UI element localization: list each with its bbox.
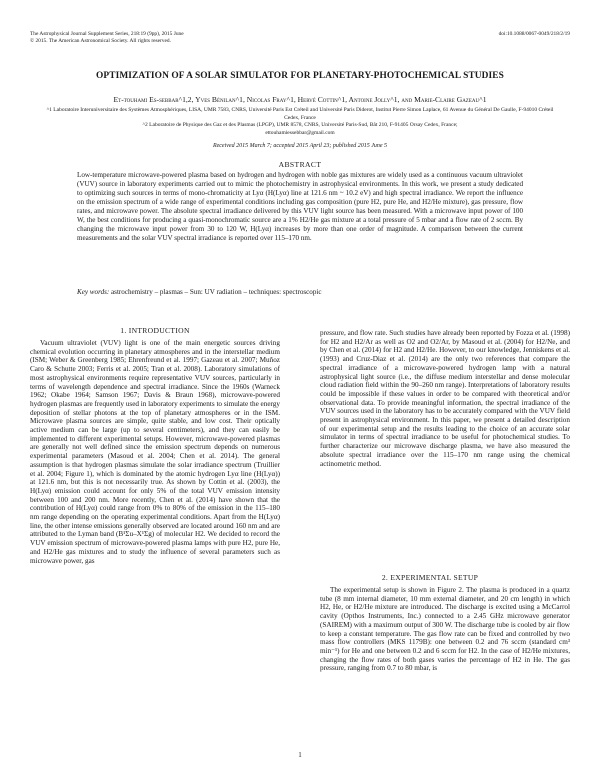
introduction-continued-text: pressure, and flow rate. Such studies have already been reported by Fozza et al. (1998) for H2 and H2/Ar as well as O2 and O2/Ar, by Masoud et al. (2004) for H2/Ne, and by Chen et al. (2014) for H2 and H2/He. However, to our knowledge, Jenniskens et al. (1993) and Cruz-Diaz et al. (2014) are the only two references that compare the spectral irradiance of a microwave-powered hydrogen lamp with a natural astrophysical light source (i.e., the diffuse medium interstellar and dense molecular cloud radiation field within the 90–260 nm range). Interpretations of laboratory results could be impossible if these values in order to be compared with theoretical and/or observational data. To provide meaningful information, the spectral irradiance of the VUV sources used in the laboratory has to be accurately compared with the VUV field present in astrophysical environment. In this paper, we present a detailed description of our experimental setup and the results leading to the choice of an accurate solar simulator in terms of spectral irradiance to be useful for photochemical studies. To further characterize our microwave discharge plasma, we have also measured the absolute spectral irradiance over the 115–170 nm range using the chemical actinometric method. bbox=[320, 329, 570, 468]
doi[interactable]: doi:10.1088/0067-0049/218/2/19 bbox=[498, 31, 570, 37]
author-list: Et-touhami Es-sebbar^1,2, Yves Bénilan^1, Nicolas Fray^1, Hervé Cottin^1, Antoine Jolly^1, and Marie-Claire Gazeau^1 bbox=[113, 95, 487, 104]
copyright-notice: © 2015. The American Astronomical Society. All rights reserved. bbox=[30, 38, 171, 44]
introduction-text: Vacuum ultraviolet (VUV) light is one of the main energetic sources driving chemical evolution occurring in planetary atmospheres and in the interstellar medium (ISM; Weber & Greenberg 1985; Ehrenfreund et al. 1997; Gazeau et al. 2007; Muñoz Caro & Schutte 2003; Ferris et al. 2005; Tran et al. 2008). Laboratory simulations of most astrophysical environments require representative VUV sources, particularly in terms of wavelength dependence and spectral irradiance. Since the 1960s (Warneck 1962; Okabe 1964; Samson 1967; Davis & Braun 1968), microwave-powered hydrogen plasmas are frequently used in laboratory experiments to simulate the energy deposition of stellar photons at the top of planetary atmospheres or in the ISM. Microwave plasma sources are simple, quite stable, and low cost. Their optically active medium can be large (up to several centimeters), and they can easily be implemented to different experimental setups. However, microwave-powered plasmas are generally not well defined since the emission spectrum depends on numerous experimental parameters (Masoud et al. 2004; Chen et al. 2014). The general assumption is that hydrogen plasmas simulate the solar irradiance spectrum (Truillier et al. 2004; Figure 1), which is dominated by the atomic hydrogen Lyα line (H(Lyα)) at 121.6 nm, but this is not necessarily true. As shown by Cottin et al. (2003), the H(Lyα) emission could account for only 5% of the total VUV emission intensity between 100 and 200 nm. More recently, Chen et al. (2014) have shown that the contribution of H(Lyα) could range from 0% to 80% of the emission in the 115–180 nm range depending on the operating experimental conditions. Apart from the H(Lyα) line, the other intense emissions generally observed are located around 160 nm and are attributed to the Lyman band (B¹Σu–X¹Σg) of molecular H2. We decided to record the VUV emission spectrum of microwave-powered plasma lamps with pure H2, pure He, and H2/He gas mixtures and to study the influence of several parameters such as microwave power, gas bbox=[30, 339, 280, 565]
affiliation-2: ^2 Laboratoire de Physique des Gaz et des Plasmas (LPGP), UMR 8578, CNRS, Université Paris-Sud, Bât 210, F-91405 Orsay Cedex, France; bbox=[142, 122, 458, 129]
affiliations bbox=[40, 107, 560, 138]
abstract-text: Low-temperature microwave-powered plasma based on hydrogen and hydrogen with noble gas mixtures are widely used as a continuous vacuum ultraviolet (VUV) source in laboratory experiments carried out to mimic the photochemistry in astrophysical environments. In this work, we present a study dedicated to optimizing such sources in terms of mono-chromaticity at Lyα (H(Lyα) line at 121.6 nm ~ 10.2 eV) and high spectral irradiance. We report the influence on the emission spectrum of a wide range of experimental conditions including gas composition (pure H2, pure He, and H2/He mixture), gas pressure, flow rates, and microwave power. The absolute spectral irradiance delivered by this VUV light source has been measured. With a microwave input power of 100 W, the best conditions for producing a quasi-monochromatic source are a 1% H2/He gas mixture at a total pressure of 5 mbar and a flow rate of 2 sccm. By changing the microwave input power from 30 to 120 W, H(Lyα) increases by more than one order of magnitude. A comparison between the current measurements and the solar VUV spectral irradiance is reported over 115–170 nm. bbox=[77, 171, 523, 242]
publication-dates: Received 2015 March 7; accepted 2015 April 23; published 2015 June 5 bbox=[212, 143, 388, 149]
experimental-setup-text: The experimental setup is shown in Figure 2. The plasma is produced in a quartz tube (8 mm internal diameter, 10 mm external diameter, and 20 cm length) in which H2, He, or H2/He mixture are introduced. The discharge is excited using a McCarrol cavity (Opthos Instruments, Inc.) connected to a 2.45 GHz microwave generator (SAIREM) with a maximum output of 300 W. The discharge tube is cooled by air flow to keep a constant temperature. The gas flow rate can be fixed and controlled by two mass flow controllers (MKS 1179B): one between 0.2 and 76 sccm (standard cm³ min⁻¹) for He and one between 0.2 and 6 sccm for H2. In the case of H2/He mixtures, changing the flow rates of both gases varies the percentage of H2 in He. The gas pressure, ranging from 0.7 to 80 mbar, is bbox=[320, 586, 570, 673]
keywords bbox=[77, 288, 523, 297]
abstract-heading: ABSTRACT bbox=[278, 160, 322, 169]
page-number: 1 bbox=[298, 751, 302, 759]
paper-title: OPTIMIZATION OF A SOLAR SIMULATOR FOR PLANETARY-PHOTOCHEMICAL STUDIES bbox=[96, 71, 504, 81]
section-1-heading: 1. INTRODUCTION bbox=[120, 326, 190, 335]
affiliation-1: ^1 Laboratoire Interuniversitaire des Systèmes Atmosphériques, LISA, UMR 7583, CNRS, Université Paris Est Créteil and Université Paris Diderot, Institut Pierre Simon Laplace, 61 Avenue du Général De Gaulle, F-94010 Créteil Cedex, France bbox=[46, 107, 554, 121]
running-header-left bbox=[30, 31, 184, 45]
section-2-heading: 2. EXPERIMENTAL SETUP bbox=[381, 573, 479, 582]
journal-citation: The Astrophysical Journal Supplement Series, 218:19 (9pp), 2015 June bbox=[30, 31, 184, 37]
author-email[interactable]: ettouhamiessebbar@gmail.com bbox=[265, 130, 335, 137]
keywords-label: Key words: bbox=[77, 288, 110, 296]
keywords-list: astrochemistry – plasmas – Sun: UV radiation – techniques: spectroscopic bbox=[111, 288, 322, 296]
